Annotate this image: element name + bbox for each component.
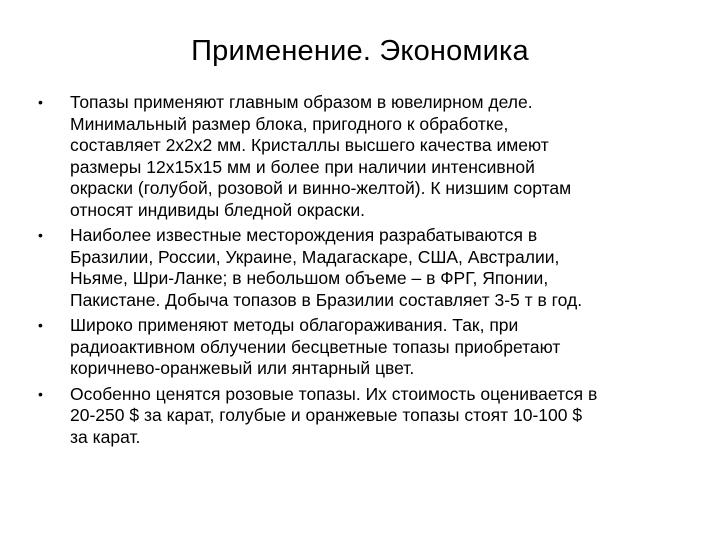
bullet-line: Ньяме, Шри-Ланке; в небольшом объеме – в ФРГ, Японии, [70,268,549,288]
bullet-marker: • [38,227,43,243]
bullet-marker: • [38,94,43,110]
bullet-line: Пакистане. Добыча топазов в Бразилии составляет 3-5 т в год. [70,289,583,310]
bullet-line: Минимальный размер блока, пригодного к обработке, [70,113,509,134]
bullet-marker: • [38,385,43,402]
bullet-line: окраски (голубой, розовой и винно-желтой). К низшим сортам [70,178,572,198]
bullet-line: 20-250 $ за карат, голубые и оранжевые топазы стоят 10-100 $ [70,405,583,425]
bullet-line: радиоактивном облучении бесцветные топазы приобретают [70,336,561,357]
bullet-marker: • [38,317,43,333]
bullet-line: Топазы применяют главным образом в ювелирном деле. [70,92,533,112]
bullet-text [70,384,696,449]
bullet-line: Наиболее известные месторождения разрабатываются в [70,225,538,245]
bullet-item-jewelry [36,92,696,221]
bullet-line: коричнево-оранжевый или янтарный цвет. [70,358,415,378]
bullet-text [70,225,696,311]
bullet-line: Бразилии, России, Украине, Мадагаскаре, США, Австралии, [70,246,560,267]
bullet-text [70,315,696,380]
slide-title: Применение. Экономика [191,35,529,67]
bullet-item-enhancement [36,315,696,380]
bullet-line: Особенно ценятся розовые топазы. Их стоимость оценивается в [70,383,598,404]
bullet-text [70,92,696,221]
bullet-item-deposits [36,225,696,311]
bullet-line: составляет 2x2x2 мм. Кристаллы высшего качества имеют [70,135,549,155]
bullet-line: за карат. [70,426,141,447]
bullet-line: Широко применяют методы облагораживания. Так, при [70,315,519,335]
bullet-item-pricing [36,384,696,449]
bullet-line: относят индивиды бледной окраски. [70,199,365,220]
bullet-list [36,92,696,452]
bullet-line: размеры 12x15x15 мм и более при наличии интенсивной [70,156,535,177]
